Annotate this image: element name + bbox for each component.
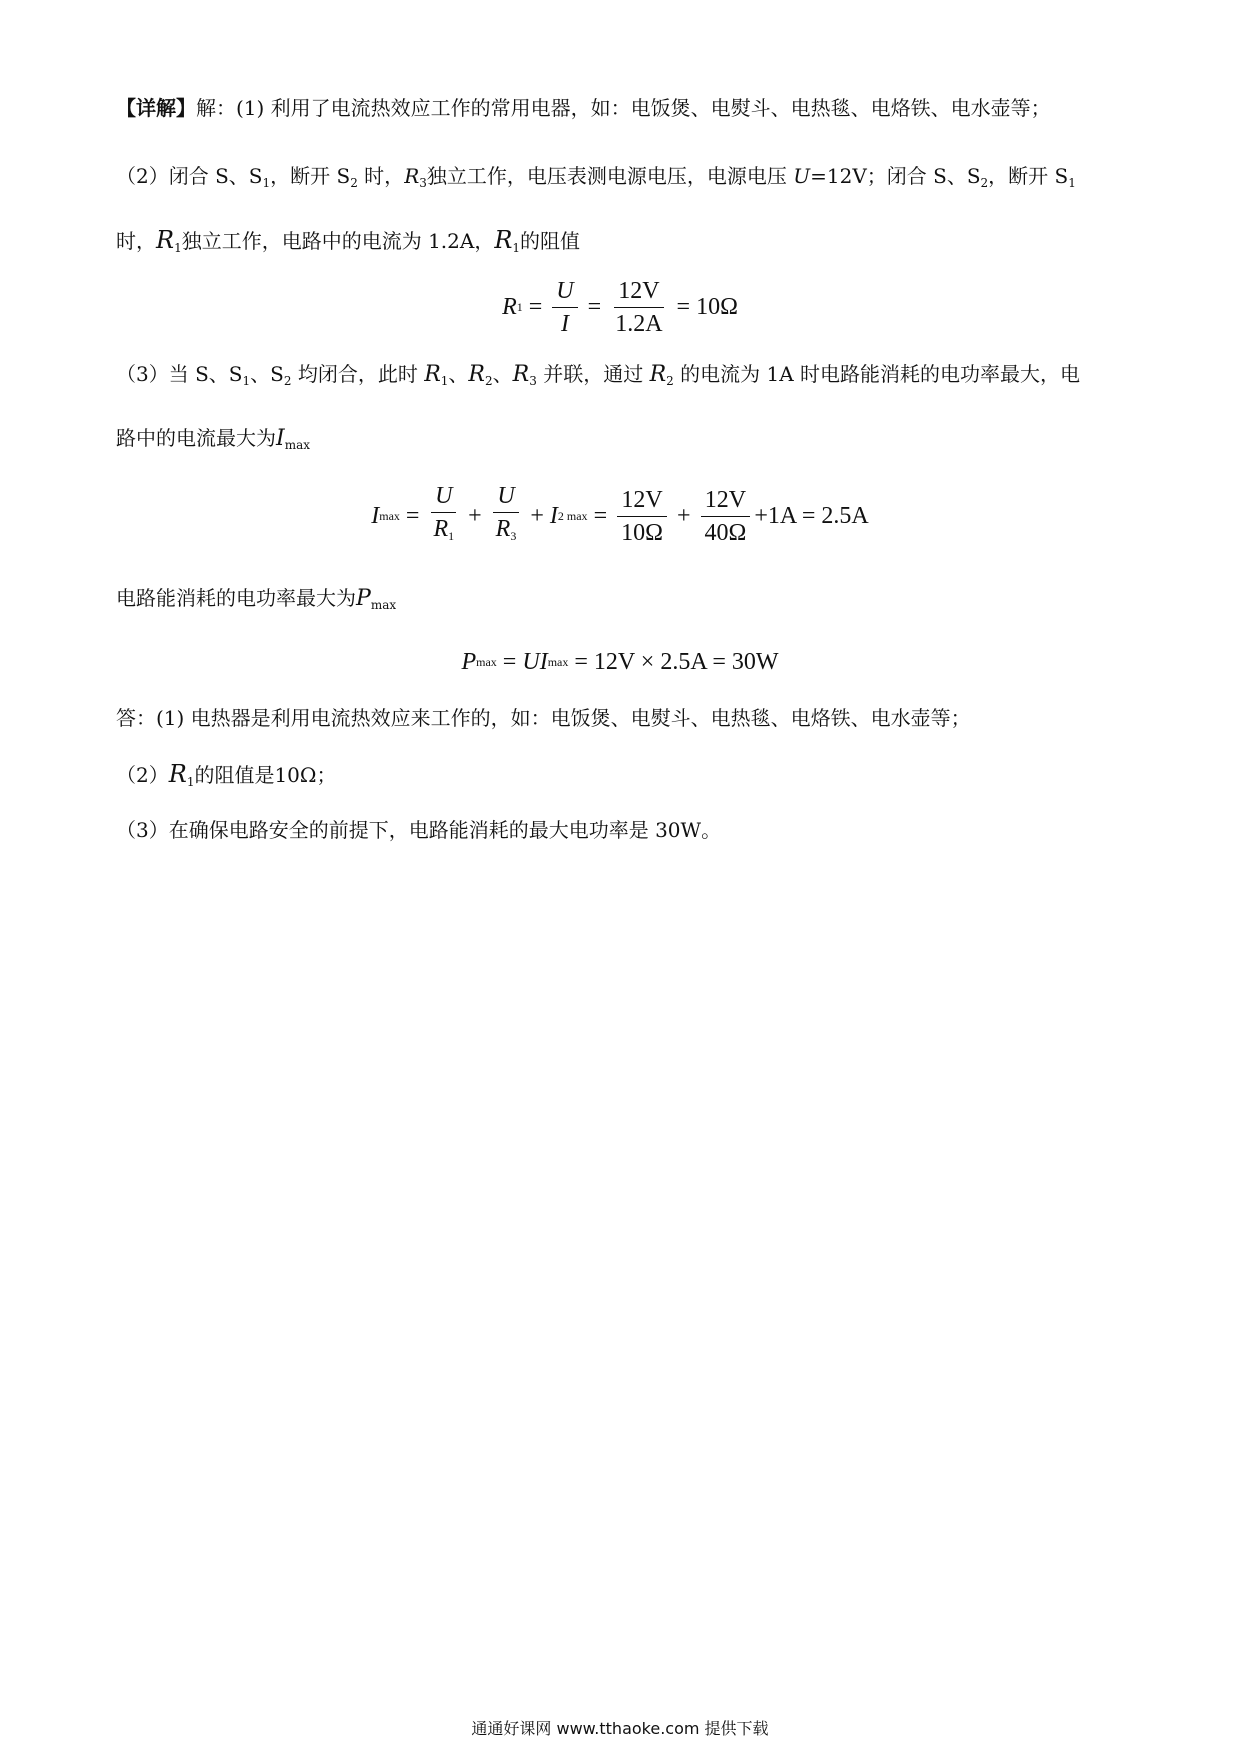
answer-1: 答：(1) 电热器是利用电流热效应来工作的，如：电饭煲、电熨斗、电热毯、电烙铁、电水壶等；: [116, 706, 971, 730]
page-footer: 通通好课网 www.tthaoke.com 提供下载: [471, 1719, 769, 1738]
paragraph-power-intro: 电路能消耗的电功率最大为$P_{max}$: [116, 586, 397, 612]
paragraph-part3-line1: （3）当 S、$S_1$、$S_2$ 均闭合，此时 $R_1$、$R_2$、$R_3$ 并联，通过 $R_2$ 的电流为 1A 时电路能消耗的电功率最大，电: [116, 362, 1081, 388]
formula-pmax: P max = U I max = 12V × 2.5A = 30W: [461, 648, 779, 675]
fraction-12v-over-40ohm: $\frac{12V}{40\Omega}$: [701, 486, 751, 547]
paragraph-part2-line1: （2）闭合 S、$S_1$，断开 $S_2$ 时，$R_3$独立工作，电压表测电源电压，电源电压 U=12V；闭合 S、$S_2$，断开 $S_1$: [116, 164, 1076, 190]
formula-pmax-rhs: = 12V × 2.5A = 30W: [574, 648, 779, 675]
formula-imax-tail: +1A = 2.5A: [754, 502, 869, 529]
fraction-u-over-r3: $\frac{U}{R_3}$: [492, 482, 521, 550]
answer-3: （3）在确保电路安全的前提下，电路能消耗的最大电功率是 30W。: [116, 818, 722, 842]
fraction-u-over-r1: $\frac{U}{R_1}$: [429, 482, 458, 550]
formula-imax: I max = $\frac{U}{R_1}$ + $\frac{U}{R_3}$ + I 2 max = $\frac{12V}{10\Omega}$ + $\frac{12V}{40\Omega}$ +1A = 2.5A: [0, 476, 1240, 556]
formula-r1-result: 10Ω: [696, 293, 738, 320]
fraction-u-over-i: $\frac{U}{I}$: [552, 277, 577, 338]
paragraph-detail: 【详解】解：(1) 利用了电流热效应工作的常用电器，如：电饭煲、电熨斗、电热毯、电烙铁、电水壶等；: [116, 96, 1051, 120]
fraction-voltage-over-current: $\frac{12V}{1.2A}$: [615, 277, 663, 337]
paragraph-part3-line2: 路中的电流最大为$I_{max}$: [116, 426, 311, 452]
detail-heading: 【详解】: [116, 96, 196, 120]
answer-2: $(2)R_1$的阻值是10Ω；: [116, 760, 337, 789]
fraction-12v-over-10ohm: $\frac{12V}{10\Omega}$: [617, 486, 667, 547]
paragraph-part2-line2: 时，$R_1$独立工作，电路中的电流为 1.2A，$R_1$的阻值: [116, 226, 581, 255]
formula-r1: R 1 = $\frac{U}{I}$ = $\frac{12V}{1.2A}$ = 10Ω: [502, 277, 738, 337]
